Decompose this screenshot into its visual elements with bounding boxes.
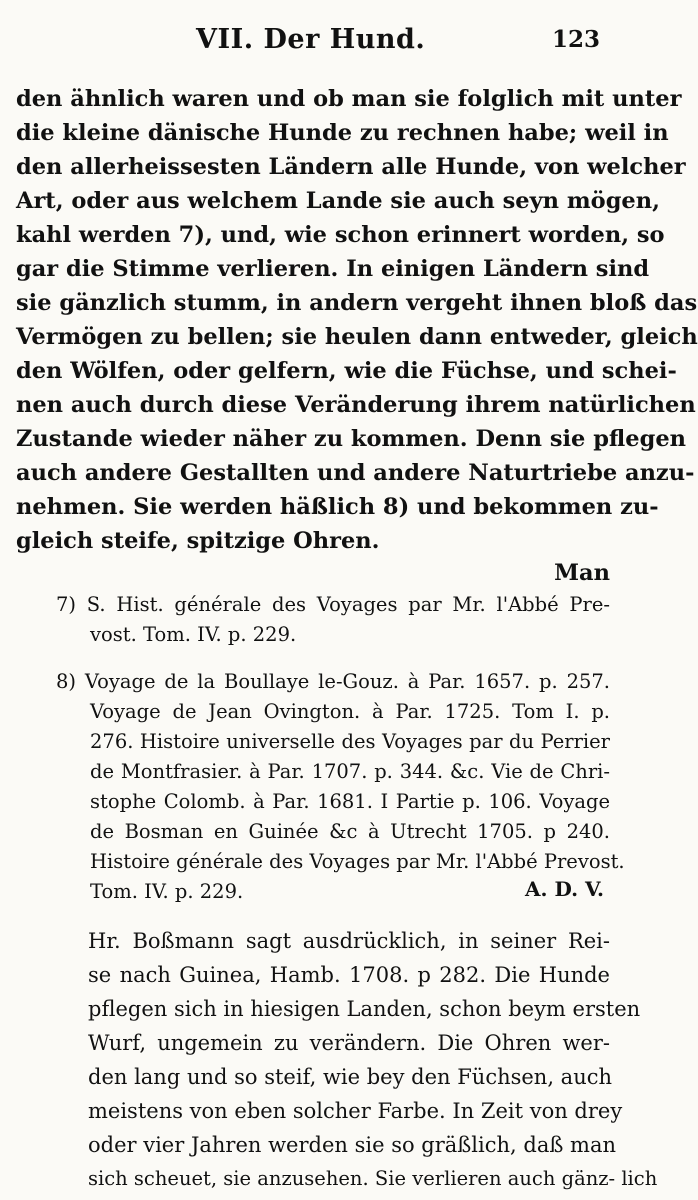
- footnote-line: de Montfrasier. à Par. 1707. p. 344. &c. Vie de Chri-: [90, 760, 610, 783]
- note-line: se nach Guinea, Hamb. 1708. p 282. Die Hunde: [88, 963, 610, 987]
- note-line: meistens von eben solcher Farbe. In Zeit von drey: [88, 1099, 623, 1123]
- body-line: kahl werden 7), und, wie schon erinnert worden, so: [16, 222, 665, 248]
- note-line: Wurf, ungemein zu verändern. Die Ohren wer-: [88, 1031, 610, 1055]
- note-line: pflegen sich in hiesigen Landen, schon beym ersten: [88, 997, 641, 1021]
- body-line: Art, oder aus welchem Lande sie auch seyn mögen,: [16, 188, 660, 214]
- body-line: nehmen. Sie werden häßlich 8) und bekommen zu-: [16, 494, 659, 520]
- page-number: 123: [551, 26, 600, 53]
- body-line: die kleine dänische Hunde zu rechnen habe; weil in: [16, 120, 669, 146]
- note-line: den lang und so steif, wie bey den Füchsen, auch: [88, 1065, 613, 1089]
- footnote-line: Voyage de Jean Ovington. à Par. 1725. Tom I. p.: [90, 700, 610, 723]
- note-line: oder vier Jahren werden sie so gräßlich, daß man: [88, 1133, 617, 1157]
- footnote-line: Tom. IV. p. 229.: [90, 880, 244, 903]
- body-line: sie gänzlich stumm, in andern vergeht ihnen bloß das: [16, 290, 698, 316]
- footnote-line: 7) S. Hist. générale des Voyages par Mr. l'Abbé Pre-: [56, 593, 610, 616]
- footnote-line: de Bosman en Guinée &c à Utrecht 1705. p 240.: [90, 820, 610, 843]
- body-line: auch andere Gestallten und andere Naturtriebe anzu-: [16, 460, 695, 486]
- footnote-line: 8) Voyage de la Boullaye le-Gouz. à Par. 1657. p. 257.: [56, 670, 610, 693]
- page-header: [0, 24, 644, 64]
- footnote-line: 276. Histoire universelle des Voyages par du Perrier: [90, 730, 610, 753]
- footnote-line: stophe Colomb. à Par. 1681. I Partie p. 106. Voyage: [90, 790, 610, 813]
- body-line: gleich steife, spitzige Ohren.: [16, 528, 380, 554]
- body-line: Zustande wieder näher zu kommen. Denn sie pflegen: [16, 426, 687, 452]
- body-line: den allerheissesten Ländern alle Hunde, von welcher: [16, 154, 686, 180]
- footnote-signature: A. D. V.: [525, 877, 604, 901]
- note-line-end: lich: [615, 1167, 658, 1190]
- body-line: Vermögen zu bellen; sie heulen dann entweder, gleich: [16, 324, 698, 350]
- body-line: den ähnlich waren und ob man sie folglich mit unter: [16, 86, 682, 112]
- body-line: den Wölfen, oder gelfern, wie die Füchse, und schei-: [16, 358, 677, 384]
- running-title: VII. Der Hund.: [196, 24, 426, 55]
- footnote-line: vost. Tom. IV. p. 229.: [90, 623, 297, 646]
- body-line: nen auch durch diese Veränderung ihrem natürlichen: [16, 392, 696, 418]
- note-line: sich scheuet, sie anzusehen. Sie verlieren auch gänz- lich: [88, 1167, 658, 1190]
- catchword: Man: [554, 560, 610, 586]
- body-line: gar die Stimme verlieren. In einigen Ländern sind: [16, 256, 650, 282]
- note-line: Hr. Boßmann sagt ausdrücklich, in seiner Rei-: [88, 929, 610, 953]
- footnote-line: Histoire générale des Voyages par Mr. l'Abbé Prevost.: [90, 850, 625, 873]
